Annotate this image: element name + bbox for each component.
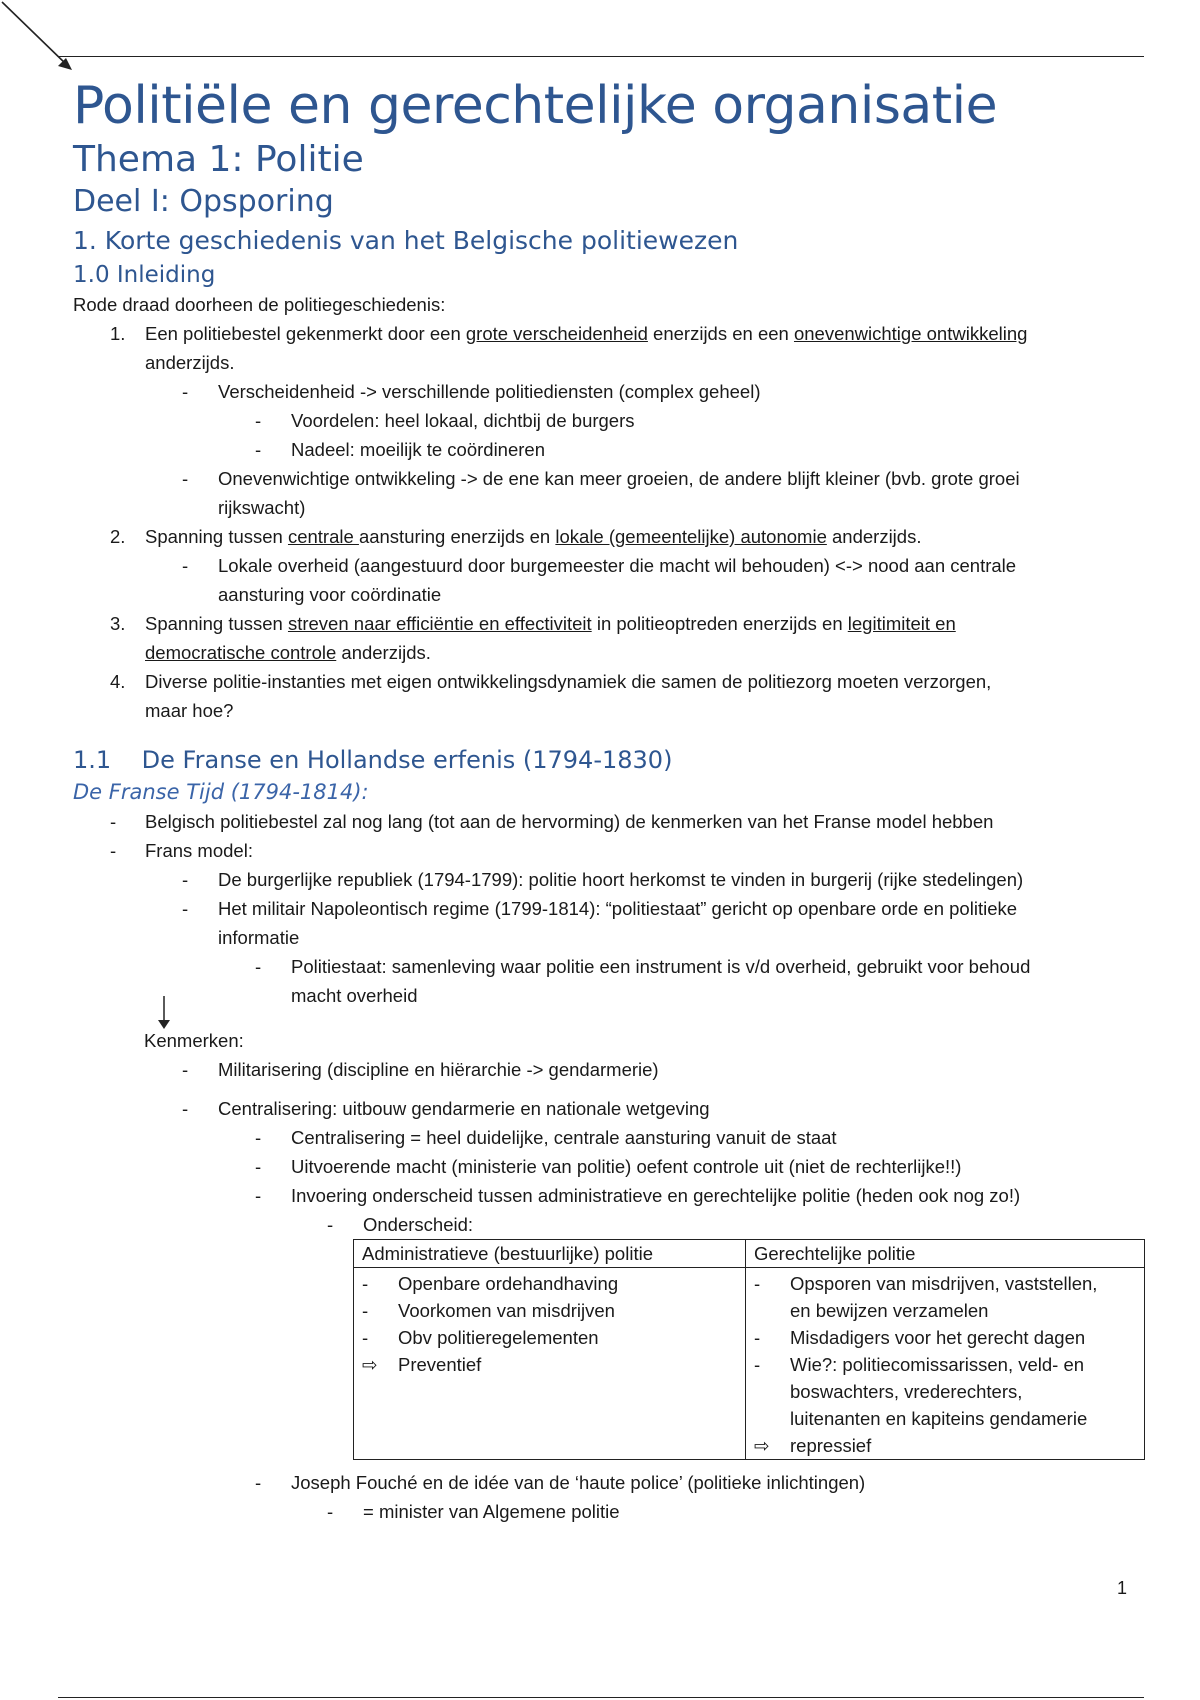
dash-marker: - [182, 898, 189, 919]
header-rule [58, 56, 1144, 57]
underlined-term: lokale (gemeentelijke) autonomie [555, 526, 827, 547]
list-item: - Uitvoerende macht (ministerie van politie) oefent controle uit (niet de rechterlijke!!) [73, 1152, 1153, 1181]
dash-marker: - [182, 1098, 189, 1119]
dash-marker: - [182, 869, 189, 890]
list-item-continuation: macht overheid [291, 985, 418, 1006]
underlined-term: legitimiteit en [847, 613, 956, 634]
list-item: - Nadeel: moeilijk te coördineren [73, 435, 1153, 464]
table-header-cell: Administratieve (bestuurlijke) politie [354, 1240, 746, 1268]
dash-marker: - [110, 811, 117, 832]
list-item-continuation: aansturing voor coördinatie [218, 584, 442, 605]
list-item: - Onderscheid: [73, 1210, 1153, 1239]
dash-marker: - [182, 1059, 189, 1080]
theme-heading: Thema 1: Politie [73, 139, 364, 180]
list-item: - Politiestaat: samenleving waar politie een instrument is v/d overheid, gebruikt voor behoud [73, 952, 1153, 981]
list-item: - Belgisch politiebestel zal nog lang (tot aan de hervorming) de kenmerken van het Franse model hebben [73, 807, 1153, 836]
dash-marker: - [362, 1273, 369, 1294]
dash-marker: - [754, 1273, 761, 1294]
italic-heading: De Franse Tijd (1794-1814): [73, 780, 369, 804]
table-list-item: - Openbare ordehandhaving [362, 1270, 737, 1297]
dash-marker: - [255, 410, 262, 431]
table-list-item: - Wie?: politiecomissarissen, veld- en [754, 1351, 1136, 1378]
table-list-item: ⇨ Preventief [362, 1351, 737, 1378]
table-cell-admin [354, 1268, 746, 1460]
list-number: 1. [110, 323, 126, 344]
list-item-continuation: democratische controle anderzijds. [145, 642, 431, 663]
table-cell-judicial [746, 1268, 1145, 1460]
kenmerken-label: Kenmerken: [144, 1030, 244, 1051]
arrow-right-icon: ⇨ [754, 1435, 770, 1456]
list-item-continuation: anderzijds. [145, 352, 235, 373]
document-title: Politiële en gerechtelijke organisatie [73, 76, 998, 136]
underlined-term: centrale [287, 526, 359, 547]
list-item: - Het militair Napoleontisch regime (1799-1814): “politiestaat” gericht op openbare orde en politieke [73, 894, 1153, 923]
dash-marker: - [362, 1327, 369, 1348]
list-item: - Lokale overheid (aangestuurd door burgemeester die macht wil behouden) <-> nood aan centrale [73, 551, 1153, 580]
list-number: 4. [110, 671, 126, 692]
list-item: - Joseph Fouché en de idée van de ‘haute police’ (politieke inlichtingen) [73, 1468, 1153, 1497]
dash-marker: - [754, 1327, 761, 1348]
comparison-table [353, 1239, 1145, 1460]
dash-marker: - [255, 1472, 262, 1493]
document-content [73, 70, 1153, 1526]
subsection-heading: 1.1 De Franse en Hollandse erfenis (1794-1830) [73, 746, 673, 774]
list-item: - Verscheidenheid -> verschillende politiediensten (complex geheel) [73, 377, 1153, 406]
list-number: 2. [110, 526, 126, 547]
table-row [354, 1268, 1145, 1460]
list-item: - Frans model: [73, 836, 1153, 865]
dash-marker: - [754, 1354, 761, 1375]
list-item: 1. Een politiebestel gekenmerkt door een grote verscheidenheid enerzijds en een onevenwichtige ontwikkeling [73, 319, 1153, 348]
underlined-term: streven naar efficiëntie en effectiviteit [287, 613, 592, 634]
footer-rule [58, 1697, 1144, 1698]
table-header-row [354, 1240, 1145, 1268]
table-list-item: - Opsporen van misdrijven, vaststellen, [754, 1270, 1136, 1297]
dash-marker: - [255, 1127, 262, 1148]
table-list-item: ⇨ repressief [754, 1432, 1136, 1459]
underlined-term: grote verscheidenheid [465, 323, 648, 344]
underlined-term: onevenwichtige ontwikkeling [793, 323, 1028, 344]
dash-marker: - [182, 468, 189, 489]
dash-marker: - [255, 956, 262, 977]
dash-marker: - [182, 555, 189, 576]
list-item: 4. Diverse politie-instanties met eigen ontwikkelingsdynamiek die samen de politiezorg moeten verzorgen, [73, 667, 1153, 696]
table-list-item: - Obv politieregelementen [362, 1324, 737, 1351]
corner-arrow-icon [0, 0, 80, 80]
list-number: 3. [110, 613, 126, 634]
table-header-cell: Gerechtelijke politie [746, 1240, 1145, 1268]
table-list-item-continuation: luitenanten en kapiteins gendamerie [790, 1408, 1088, 1429]
list-item: 3. Spanning tussen streven naar efficiëntie en effectiviteit in politieoptreden enerzijds en legitimiteit en [73, 609, 1153, 638]
list-item: - Invoering onderscheid tussen administratieve en gerechtelijke politie (heden ook nog zo!) [73, 1181, 1153, 1210]
dash-marker: - [255, 1156, 262, 1177]
dash-marker: - [255, 439, 262, 460]
dash-marker: - [327, 1501, 334, 1522]
section-heading: 1. Korte geschiedenis van het Belgische politiewezen [73, 226, 739, 255]
table-list-item: - Voorkomen van misdrijven [362, 1297, 737, 1324]
arrow-right-icon: ⇨ [362, 1354, 378, 1375]
list-item-continuation: rijkswacht) [218, 497, 306, 518]
intro-text: Rode draad doorheen de politiegeschiedenis: [73, 294, 446, 315]
dash-marker: - [110, 840, 117, 861]
page-number: 1 [1117, 1578, 1128, 1598]
list-item-continuation: maar hoe? [145, 700, 234, 721]
down-arrow-icon [156, 996, 172, 1030]
list-item: - Centralisering = heel duidelijke, centrale aansturing vanuit de staat [73, 1123, 1153, 1152]
dash-marker: - [362, 1300, 369, 1321]
list-item: - = minister van Algemene politie [73, 1497, 1153, 1526]
subsection-heading: 1.0 Inleiding [73, 262, 216, 288]
list-item: - Voordelen: heel lokaal, dichtbij de burgers [73, 406, 1153, 435]
part-heading: Deel I: Opsporing [73, 184, 334, 219]
list-item: 2. Spanning tussen centrale aansturing enerzijds en lokale (gemeentelijke) autonomie anderzijds. [73, 522, 1153, 551]
list-item: - De burgerlijke republiek (1794-1799): politie hoort herkomst te vinden in burgerij (rijke stedelingen) [73, 865, 1153, 894]
underlined-term: democratische controle [145, 642, 337, 663]
table-list-item-continuation: boswachters, vrederechters, [790, 1381, 1023, 1402]
table-list-item: - Misdadigers voor het gerecht dagen [754, 1324, 1136, 1351]
list-item-continuation: informatie [218, 927, 300, 948]
table-list-item-continuation: en bewijzen verzamelen [790, 1300, 989, 1321]
dash-marker: - [255, 1185, 262, 1206]
list-item: - Centralisering: uitbouw gendarmerie en nationale wetgeving [73, 1094, 1153, 1123]
down-arrow-spacer [73, 1010, 1153, 1026]
list-item: - Militarisering (discipline en hiërarchie -> gendarmerie) [73, 1055, 1153, 1084]
dash-marker: - [327, 1214, 334, 1235]
dash-marker: - [182, 381, 189, 402]
list-item: - Onevenwichtige ontwikkeling -> de ene kan meer groeien, de andere blijft kleiner (bvb. grote groei [73, 464, 1153, 493]
